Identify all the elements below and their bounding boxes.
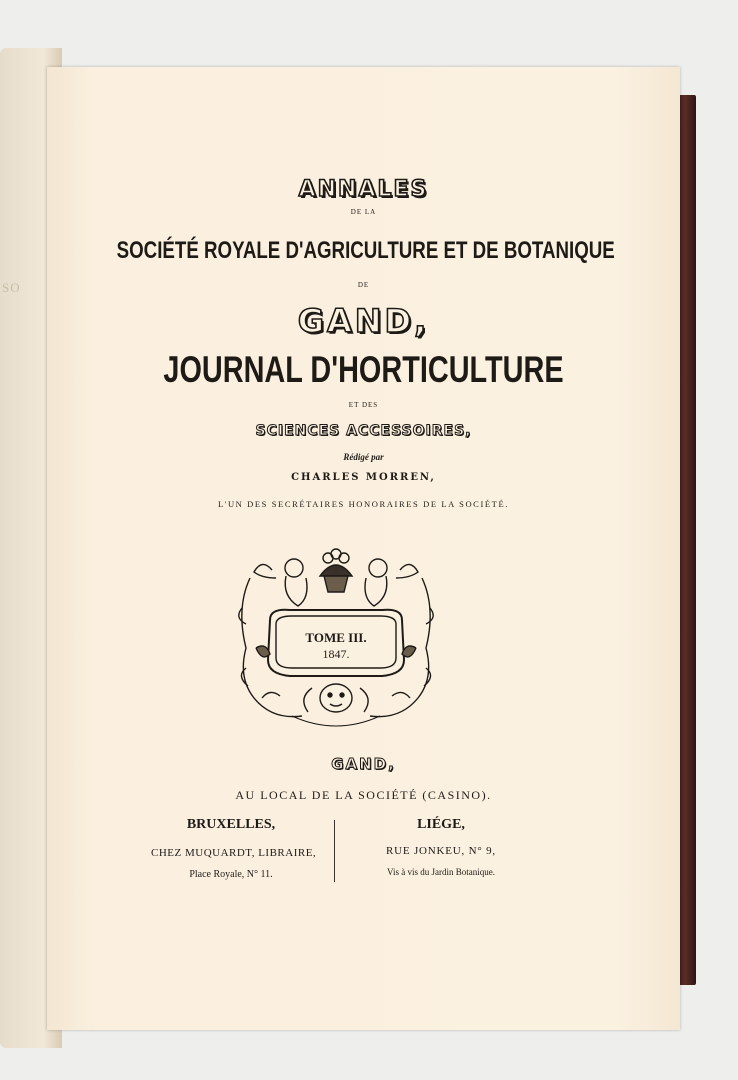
imprint-city (47, 755, 680, 774)
societe-heading (47, 237, 680, 265)
right-imprint-address: Vis à vis du Jardin Botanique. (387, 867, 495, 877)
left-imprint-publisher: CHEZ MUQUARDT, LIBRAIRE, (151, 847, 317, 859)
author-role: L'UN DES SECRÉTAIRES HONORAIRES DE LA SOCIÉTÉ. (218, 499, 509, 509)
societe-heading-text: SOCIÉTÉ ROYALE D'AGRICULTURE ET DE BOTANIQUE (116, 237, 615, 264)
redige-par: Rédigé par (343, 452, 384, 462)
de-la-small: DE LA (350, 208, 377, 216)
left-imprint-city: BRUXELLES, (186, 817, 276, 832)
gand-title: GAND, (297, 302, 430, 340)
imprint-local: AU LOCAL DE LA SOCIÉTÉ (CASINO). (235, 788, 492, 802)
cartouche-vignette (232, 548, 440, 730)
de-small: DE (357, 281, 370, 289)
journal-heading (47, 349, 680, 391)
right-imprint-street: RUE JONKEU, N° 9, (386, 845, 496, 857)
show-through-text: SO (2, 280, 21, 295)
right-imprint-city: LIÉGE, (417, 817, 465, 832)
journal-heading-text: JOURNAL D'HORTICULTURE (163, 349, 564, 390)
left-imprint-address: Place Royale, N° 11. (189, 869, 273, 880)
tome-year: 1847. (322, 647, 350, 661)
tome-number: TOME III. (305, 630, 367, 645)
sciences-heading: SCIENCES ACCESSOIRES, (255, 423, 472, 439)
author-name: CHARLES MORREN, (291, 472, 436, 483)
book-spine (678, 95, 696, 985)
imprint-divider (334, 820, 335, 882)
imprint-city-text: GAND, (331, 755, 396, 773)
et-des-small: ET DES (348, 401, 379, 409)
annales-title: ANNALES (298, 177, 429, 202)
